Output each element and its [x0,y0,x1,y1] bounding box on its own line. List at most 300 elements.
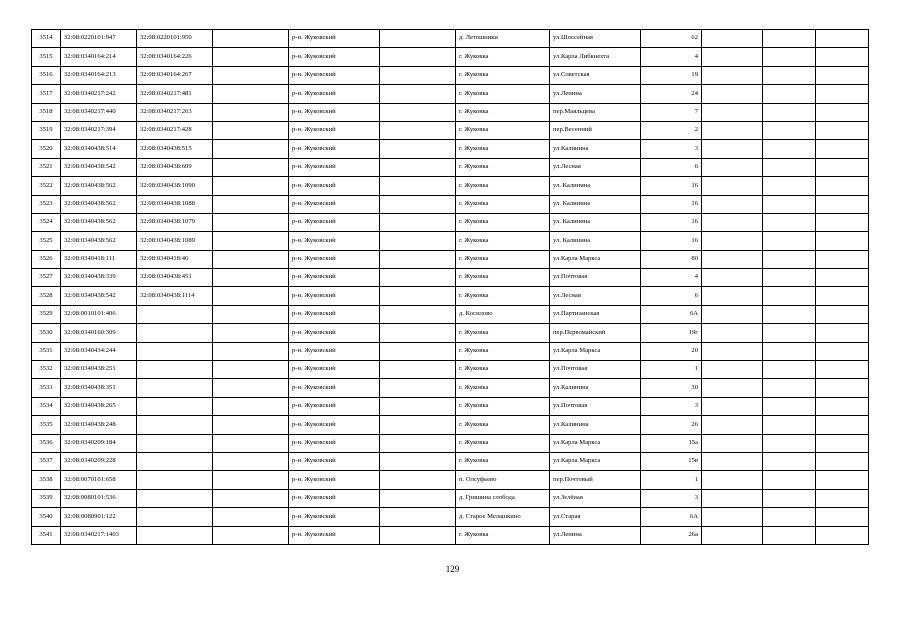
cell-street: ул.Калинина [550,379,641,397]
cell-empty [702,85,763,103]
cell-empty [380,121,456,139]
cell-settlement: г. Жуковка [456,158,550,176]
cell-cadastral-number-land: 32:08:0340209:228 [61,452,137,470]
cell-cadastral-number-building [137,361,213,379]
cell-cadastral-number-land: 32:08:0340217:1403 [61,526,137,544]
cell-house-number: 26а [641,526,702,544]
cell-settlement: г. Жуковка [456,66,550,84]
cell-empty [213,103,289,121]
cell-district: р-н. Жуковский [289,489,380,507]
cell-district: р-н. Жуковский [289,158,380,176]
cell-empty [702,195,763,213]
cell-district: р-н. Жуковский [289,140,380,158]
cell-empty [702,305,763,323]
cell-street: ул.Зелёная [550,489,641,507]
cell-empty [763,250,816,268]
cell-street: ул.Почтовая [550,269,641,287]
cell-empty [763,452,816,470]
cell-empty [816,195,869,213]
cell-district: р-н. Жуковский [289,250,380,268]
cell-record-number: 3525 [32,232,61,250]
table-row [32,342,869,360]
cell-cadastral-number-land: 32:08:0340438:562 [61,177,137,195]
cell-settlement: г. Жуковка [456,121,550,139]
cell-empty [816,250,869,268]
cell-empty [213,416,289,434]
cell-cadastral-number-land: 32:08:0070101:658 [61,471,137,489]
cell-cadastral-number-land: 32:08:0340438:562 [61,232,137,250]
cell-record-number: 3532 [32,361,61,379]
table-row [32,452,869,470]
cell-settlement: г. Жуковка [456,269,550,287]
cell-cadastral-number-land: 32:08:0340438:265 [61,397,137,415]
table-row [32,66,869,84]
cell-record-number: 3537 [32,452,61,470]
table-row [32,508,869,526]
cell-empty [816,177,869,195]
cell-district: р-н. Жуковский [289,30,380,48]
cell-cadastral-number-building: 32:08:0340438:515 [137,140,213,158]
cell-district: р-н. Жуковский [289,452,380,470]
cell-district: р-н. Жуковский [289,471,380,489]
cell-empty [213,177,289,195]
cell-house-number: 3 [641,397,702,415]
cell-empty [213,305,289,323]
cell-empty [213,85,289,103]
cell-empty [380,48,456,66]
cell-street: ул.Почтовая [550,361,641,379]
cell-street: ул.Карла Маркса [550,250,641,268]
cell-empty [380,30,456,48]
cell-street: ул.Почтовая [550,397,641,415]
cell-house-number: 26 [641,416,702,434]
cell-empty [816,305,869,323]
cell-cadastral-number-building [137,305,213,323]
cell-empty [380,361,456,379]
cell-house-number: 16 [641,177,702,195]
cell-district: р-н. Жуковский [289,213,380,231]
cell-empty [816,85,869,103]
cell-empty [213,452,289,470]
cell-house-number: 19г [641,324,702,342]
cell-street: пер.Почтовый [550,471,641,489]
cell-record-number: 3533 [32,379,61,397]
cell-house-number: 7 [641,103,702,121]
cell-cadastral-number-land: 32:08:0340438:562 [61,213,137,231]
cell-record-number: 3529 [32,305,61,323]
cell-settlement: г. Жуковка [456,379,550,397]
cell-record-number: 3518 [32,103,61,121]
cell-empty [213,195,289,213]
cell-empty [763,232,816,250]
cell-empty [816,121,869,139]
cell-cadastral-number-building [137,379,213,397]
cell-empty [702,177,763,195]
cell-district: р-н. Жуковский [289,66,380,84]
cell-empty [380,140,456,158]
table-row [32,48,869,66]
cell-record-number: 3523 [32,195,61,213]
cell-house-number: 62 [641,30,702,48]
cell-empty [380,305,456,323]
cell-empty [702,361,763,379]
cell-empty [816,342,869,360]
cell-empty [380,379,456,397]
cell-empty [380,232,456,250]
cell-house-number: 20 [641,342,702,360]
table-row [32,269,869,287]
cell-house-number: 30 [641,379,702,397]
cell-street: ул.Ленина [550,85,641,103]
cell-settlement: г. Жуковка [456,416,550,434]
cell-street: ул.Советская [550,66,641,84]
cell-house-number: 15в [641,452,702,470]
cell-empty [763,526,816,544]
cell-empty [763,48,816,66]
cell-cadastral-number-building [137,416,213,434]
cell-empty [702,452,763,470]
cell-empty [816,526,869,544]
cell-cadastral-number-building [137,508,213,526]
cell-street: ул.Карла Маркса [550,434,641,452]
cell-settlement: г. Жуковка [456,287,550,305]
cell-empty [816,379,869,397]
cell-empty [763,434,816,452]
cell-street: ул.Карла Либкнехта [550,48,641,66]
cell-street: ул. Калинина [550,177,641,195]
cell-empty [380,508,456,526]
cell-cadastral-number-building: 32:08:0340438:609 [137,158,213,176]
cell-empty [816,452,869,470]
cell-house-number: 6А [641,508,702,526]
cell-record-number: 3519 [32,121,61,139]
cell-empty [816,103,869,121]
cell-empty [702,342,763,360]
cell-cadastral-number-land: 32:08:0340438:542 [61,158,137,176]
cell-street: ул.Калинина [550,416,641,434]
cell-house-number: 4 [641,269,702,287]
cell-empty [702,232,763,250]
cell-street: ул.Старая [550,508,641,526]
cell-empty [213,158,289,176]
cell-settlement: д. Гришина слобода [456,489,550,507]
cell-house-number: 6 [641,287,702,305]
page-number: 129 [445,564,460,574]
cell-empty [213,66,289,84]
cell-cadastral-number-building: 32:08:0340438:1114 [137,287,213,305]
cell-empty [213,471,289,489]
table-row [32,30,869,48]
table-row [32,361,869,379]
cell-empty [763,471,816,489]
cell-empty [702,158,763,176]
cell-record-number: 3520 [32,140,61,158]
cell-record-number: 3535 [32,416,61,434]
cell-empty [763,213,816,231]
cell-settlement: п. Олсуфьево [456,471,550,489]
cell-house-number: 6А [641,305,702,323]
cell-settlement: д. Летошники [456,30,550,48]
cell-empty [702,471,763,489]
cell-empty [380,269,456,287]
cell-record-number: 3530 [32,324,61,342]
cell-cadastral-number-land: 32:08:0340438:251 [61,361,137,379]
cell-settlement: г. Жуковка [456,103,550,121]
cell-cadastral-number-land: 32:08:0340438:351 [61,379,137,397]
cell-cadastral-number-building [137,342,213,360]
cell-cadastral-number-land: 32:08:0340438:542 [61,287,137,305]
cell-district: р-н. Жуковский [289,85,380,103]
cell-empty [213,48,289,66]
cell-empty [213,287,289,305]
cell-empty [213,232,289,250]
cell-empty [763,508,816,526]
cell-empty [763,121,816,139]
cell-settlement: г. Жуковка [456,48,550,66]
cell-settlement: г. Жуковка [456,324,550,342]
cell-cadastral-number-building [137,434,213,452]
table-row [32,379,869,397]
cell-record-number: 3514 [32,30,61,48]
cell-empty [213,269,289,287]
cell-empty [702,508,763,526]
cell-empty [816,287,869,305]
cell-empty [763,287,816,305]
cell-cadastral-number-building: 32:08:0340418:46 [137,250,213,268]
cell-empty [702,324,763,342]
cell-empty [380,66,456,84]
cell-district: р-н. Жуковский [289,177,380,195]
table-row [32,526,869,544]
cell-cadastral-number-land: 32:08:0340209:184 [61,434,137,452]
cell-district: р-н. Жуковский [289,232,380,250]
cell-empty [213,508,289,526]
cell-cadastral-number-building: 32:08:0340438:1090 [137,177,213,195]
cell-empty [702,66,763,84]
cell-cadastral-number-land: 32:08:0340217:242 [61,85,137,103]
cell-settlement: г. Жуковка [456,526,550,544]
cell-cadastral-number-building: 32:08:0340217:263 [137,103,213,121]
cell-cadastral-number-building: 32:08:0340164:226 [137,48,213,66]
cell-empty [702,213,763,231]
cell-record-number: 3515 [32,48,61,66]
cell-empty [213,379,289,397]
cell-empty [702,526,763,544]
cell-cadastral-number-building: 32:08:0340438:1088 [137,195,213,213]
cell-empty [213,213,289,231]
cell-district: р-н. Жуковский [289,269,380,287]
cell-empty [380,85,456,103]
cell-street: ул.Лесная [550,158,641,176]
cell-district: р-н. Жуковский [289,103,380,121]
cell-empty [380,416,456,434]
cell-record-number: 3540 [32,508,61,526]
cell-record-number: 3527 [32,269,61,287]
cell-settlement: г. Жуковка [456,397,550,415]
cell-empty [816,508,869,526]
table-row [32,232,869,250]
cell-empty [816,213,869,231]
cell-empty [702,30,763,48]
cell-empty [380,471,456,489]
cell-record-number: 3521 [32,158,61,176]
cell-empty [816,434,869,452]
cell-empty [763,305,816,323]
cell-empty [702,287,763,305]
cell-empty [380,324,456,342]
cell-empty [702,397,763,415]
cell-settlement: г. Жуковка [456,195,550,213]
table-row [32,213,869,231]
cell-empty [380,250,456,268]
cell-empty [380,177,456,195]
cell-empty [213,342,289,360]
cell-empty [702,103,763,121]
cell-district: р-н. Жуковский [289,342,380,360]
cell-cadastral-number-building: 32:08:0340438:1079 [137,213,213,231]
cell-cadastral-number-building: 32:08:0220101:950 [137,30,213,48]
cell-district: р-н. Жуковский [289,287,380,305]
cell-empty [763,177,816,195]
table-row [32,195,869,213]
cell-record-number: 3524 [32,213,61,231]
cell-empty [213,361,289,379]
cell-settlement: г. Жуковка [456,250,550,268]
cell-empty [702,250,763,268]
table-row [32,85,869,103]
cell-record-number: 3528 [32,287,61,305]
cell-empty [380,103,456,121]
cell-street: ул. Калинина [550,213,641,231]
cell-empty [763,324,816,342]
cell-cadastral-number-building [137,324,213,342]
cell-record-number: 3522 [32,177,61,195]
cell-record-number: 3534 [32,397,61,415]
cell-empty [702,140,763,158]
cell-settlement: г. Жуковка [456,342,550,360]
cell-empty [816,416,869,434]
cell-empty [213,250,289,268]
cell-district: р-н. Жуковский [289,397,380,415]
cell-empty [380,342,456,360]
cell-settlement: г. Жуковка [456,232,550,250]
cell-empty [763,361,816,379]
cell-house-number: 16 [641,195,702,213]
cell-empty [816,324,869,342]
cell-district: р-н. Жуковский [289,508,380,526]
cell-cadastral-number-land: 32:08:0340217:394 [61,121,137,139]
cell-empty [763,397,816,415]
cell-empty [816,489,869,507]
cell-street: пер.Маяльцева [550,103,641,121]
cell-settlement: г. Жуковка [456,213,550,231]
table-row [32,471,869,489]
cell-record-number: 3531 [32,342,61,360]
cell-district: р-н. Жуковский [289,324,380,342]
cell-record-number: 3539 [32,489,61,507]
cell-cadastral-number-building: 32:08:0340217:481 [137,85,213,103]
cell-street: ул. Калинина [550,232,641,250]
cell-empty [763,66,816,84]
cell-district: р-н. Жуковский [289,434,380,452]
cell-empty [763,342,816,360]
cell-district: р-н. Жуковский [289,379,380,397]
table-row [32,489,869,507]
cell-empty [702,434,763,452]
cell-cadastral-number-building [137,397,213,415]
cell-record-number: 3541 [32,526,61,544]
cell-settlement: г. Жуковка [456,452,550,470]
cell-empty [702,379,763,397]
cell-cadastral-number-land: 32:08:0340434:244 [61,342,137,360]
cell-empty [763,379,816,397]
register-table [31,29,869,545]
cell-empty [816,232,869,250]
cell-empty [816,66,869,84]
cell-cadastral-number-land: 32:08:0340438:514 [61,140,137,158]
table-row [32,416,869,434]
cell-empty [380,452,456,470]
table-row [32,434,869,452]
cell-settlement: д. Старое Мелашкино [456,508,550,526]
cell-empty [380,287,456,305]
cell-house-number: 80 [641,250,702,268]
cell-empty [816,140,869,158]
table-row [32,177,869,195]
cell-cadastral-number-building: 32:08:0340438:1089 [137,232,213,250]
cell-street: ул.Калинина [550,140,641,158]
cell-house-number: 15а [641,434,702,452]
cell-empty [763,195,816,213]
cell-cadastral-number-land: 32:08:0010101:406 [61,305,137,323]
cell-district: р-н. Жуковский [289,526,380,544]
cell-empty [380,526,456,544]
cell-house-number: 3 [641,489,702,507]
cell-empty [763,158,816,176]
cell-cadastral-number-building [137,526,213,544]
cell-cadastral-number-building [137,489,213,507]
cell-settlement: г. Жуковка [456,177,550,195]
cell-house-number: 6 [641,158,702,176]
cell-empty [816,361,869,379]
cell-cadastral-number-building: 32:08:0340438:451 [137,269,213,287]
cell-house-number: 4 [641,48,702,66]
cell-street: ул.Лесная [550,287,641,305]
cell-cadastral-number-land: 32:08:0340217:440 [61,103,137,121]
cell-empty [213,489,289,507]
cell-settlement: д. Косилово [456,305,550,323]
cell-cadastral-number-building [137,452,213,470]
cell-street: пер.Первомайский [550,324,641,342]
cell-house-number: 16 [641,213,702,231]
cell-empty [213,526,289,544]
cell-empty [816,30,869,48]
cell-house-number: 1 [641,361,702,379]
cell-empty [763,103,816,121]
cell-empty [380,213,456,231]
cell-cadastral-number-land: 32:08:0340438:339 [61,269,137,287]
cell-cadastral-number-building: 32:08:0340217:428 [137,121,213,139]
cell-district: р-н. Жуковский [289,305,380,323]
cell-empty [763,85,816,103]
register-table-body [32,30,869,545]
cell-empty [213,324,289,342]
cell-empty [816,269,869,287]
cell-empty [816,158,869,176]
cell-cadastral-number-land: 32:08:0340164:214 [61,48,137,66]
cell-street: ул.Карла Маркса [550,452,641,470]
cell-house-number: 24 [641,85,702,103]
